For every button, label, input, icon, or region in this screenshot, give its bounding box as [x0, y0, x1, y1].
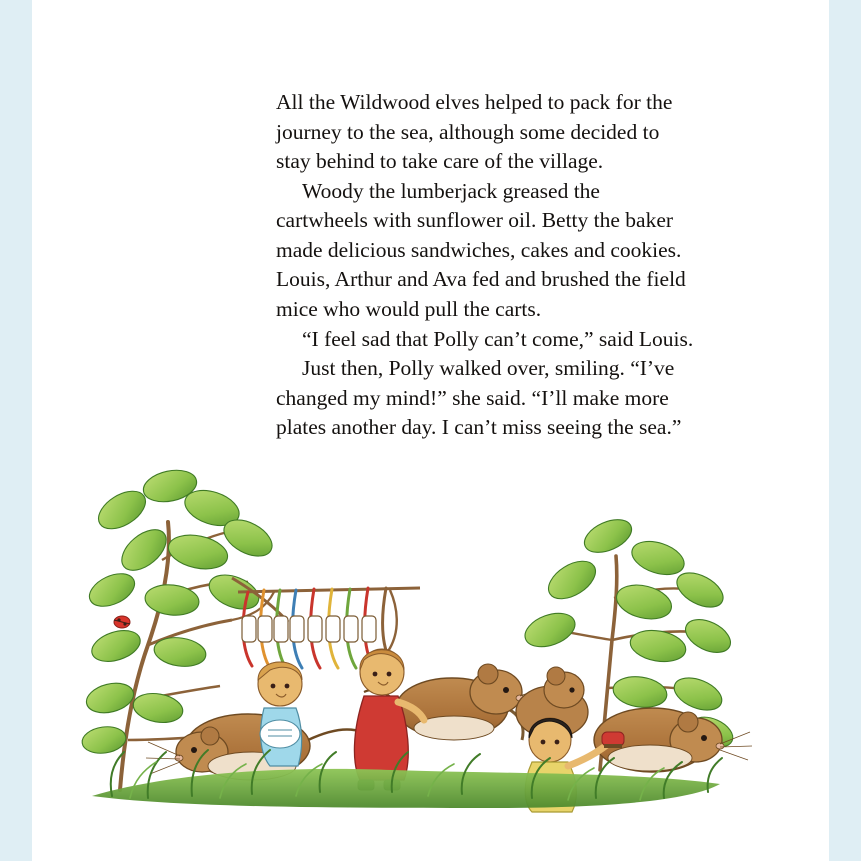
story-paragraph-4: Just then, Polly walked over, smiling. “I’ve changed my mind!” she said. “I’ll make more plates another day. I can’t miss seeing the sea.” [276, 356, 682, 440]
story-paragraph-1: All the Wildwood elves helped to pack for the journey to the sea, although some decided to stay behind to take care of the village. [276, 90, 673, 174]
story-text [276, 88, 696, 443]
elf-boy-blue [258, 662, 302, 766]
ladybug [114, 616, 130, 628]
page-illustration [52, 440, 752, 830]
story-paragraph-3: “I feel sad that Polly can’t come,” said Louis. [302, 326, 694, 351]
story-paragraph-2: Woody the lumberjack greased the cartwheels with sunflower oil. Betty the baker made delicious sandwiches, cakes and cookies. Louis, Arthur and Ava fed and brushed the field mice who would pull the carts. [276, 178, 686, 321]
book-page [32, 0, 829, 861]
